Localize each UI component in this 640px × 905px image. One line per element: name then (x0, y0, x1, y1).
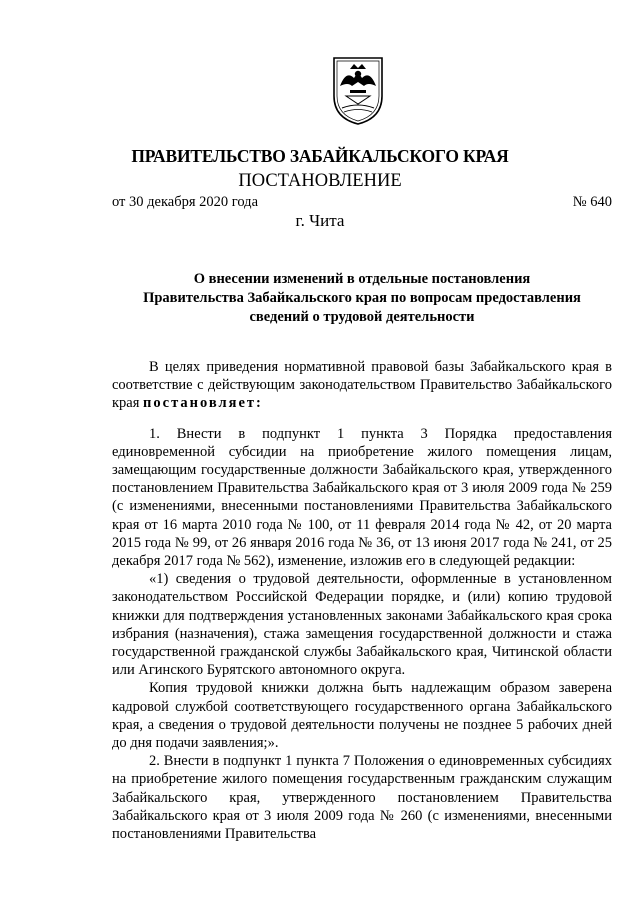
heading-line: сведений о трудовой деятельности (249, 309, 475, 325)
clause-paragraph-1: 1. Внести в подпункт 1 пункта 3 Порядка предоставления единовременной субсидии на приобретение жилого помещения лицам, замещающим государственные должности Забайкальского края, утвержденного постановлением Правительства Забайкальского края от 3 июля 2009 года № 259 (с изменениями, внесенными постановлениями Правительства Забайкальского края от 16 марта 2010 года № 100, от 11 февраля 2014 года № 42, от 20 марта 2015 года № 99, от 26 января 2016 года № 36, от 13 июня 2017 года № 241, от 25 декабря 2017 года № 562), изменение, изложив его в следующей редакции: (112, 425, 612, 570)
quoted-paragraph: «1) сведения о трудовой деятельности, оформленные в установленном законодательством Российской Федерации порядке, и (или) копию трудовой книжки для подтверждения установленных законами Забайкальского края срока избрания (назначения), стажа замещения государственной должности и стажа государственной гражданской службы Забайкальского края, Читинской области или Агинского Бурятского автономного округа. (112, 571, 612, 679)
heading-line: Правительства Забайкальского края по вопросам предоставления (143, 290, 581, 306)
preamble-paragraph (112, 358, 612, 413)
quoted-paragraph-continued: Копия трудовой книжки должна быть надлежащим образом заверена кадровой службой соответствующего государственного органа Забайкальского края, а сведения о трудовой деятельности получены не позднее 5 рабочих дней до дня подачи заявления;». (112, 680, 612, 752)
heading-line: О внесении изменений в отдельные постановления (193, 271, 531, 287)
resolve-word: постановляет: (143, 395, 263, 412)
document-date: от 30 декабря 2020 года (112, 194, 258, 210)
preamble-text: В целях приведения нормативной правовой базы Забайкальского края в соответствие с действующим законодательством Правительство Забайкальского края (112, 359, 612, 412)
coat-of-arms-icon (330, 52, 386, 126)
document-heading (112, 270, 612, 327)
document-city: г. Чита (295, 211, 345, 230)
document-type: ПОСТАНОВЛЕНИЕ (238, 171, 402, 191)
clause-paragraph-2: 2. Внести в подпункт 1 пункта 7 Положения о единовременных субсидиях на приобретение жилого помещения государственным гражданским служащим Забайкальского края, утвержденного постановлением Правительства Забайкальского края от 3 июля 2009 года № 260 (с изменениями, внесенными постановлениями Правительства (112, 753, 612, 843)
document-body (112, 358, 612, 843)
document-number: № 640 (572, 194, 612, 210)
government-title: ПРАВИТЕЛЬСТВО ЗАБАЙКАЛЬСКОГО КРАЯ (131, 146, 509, 166)
